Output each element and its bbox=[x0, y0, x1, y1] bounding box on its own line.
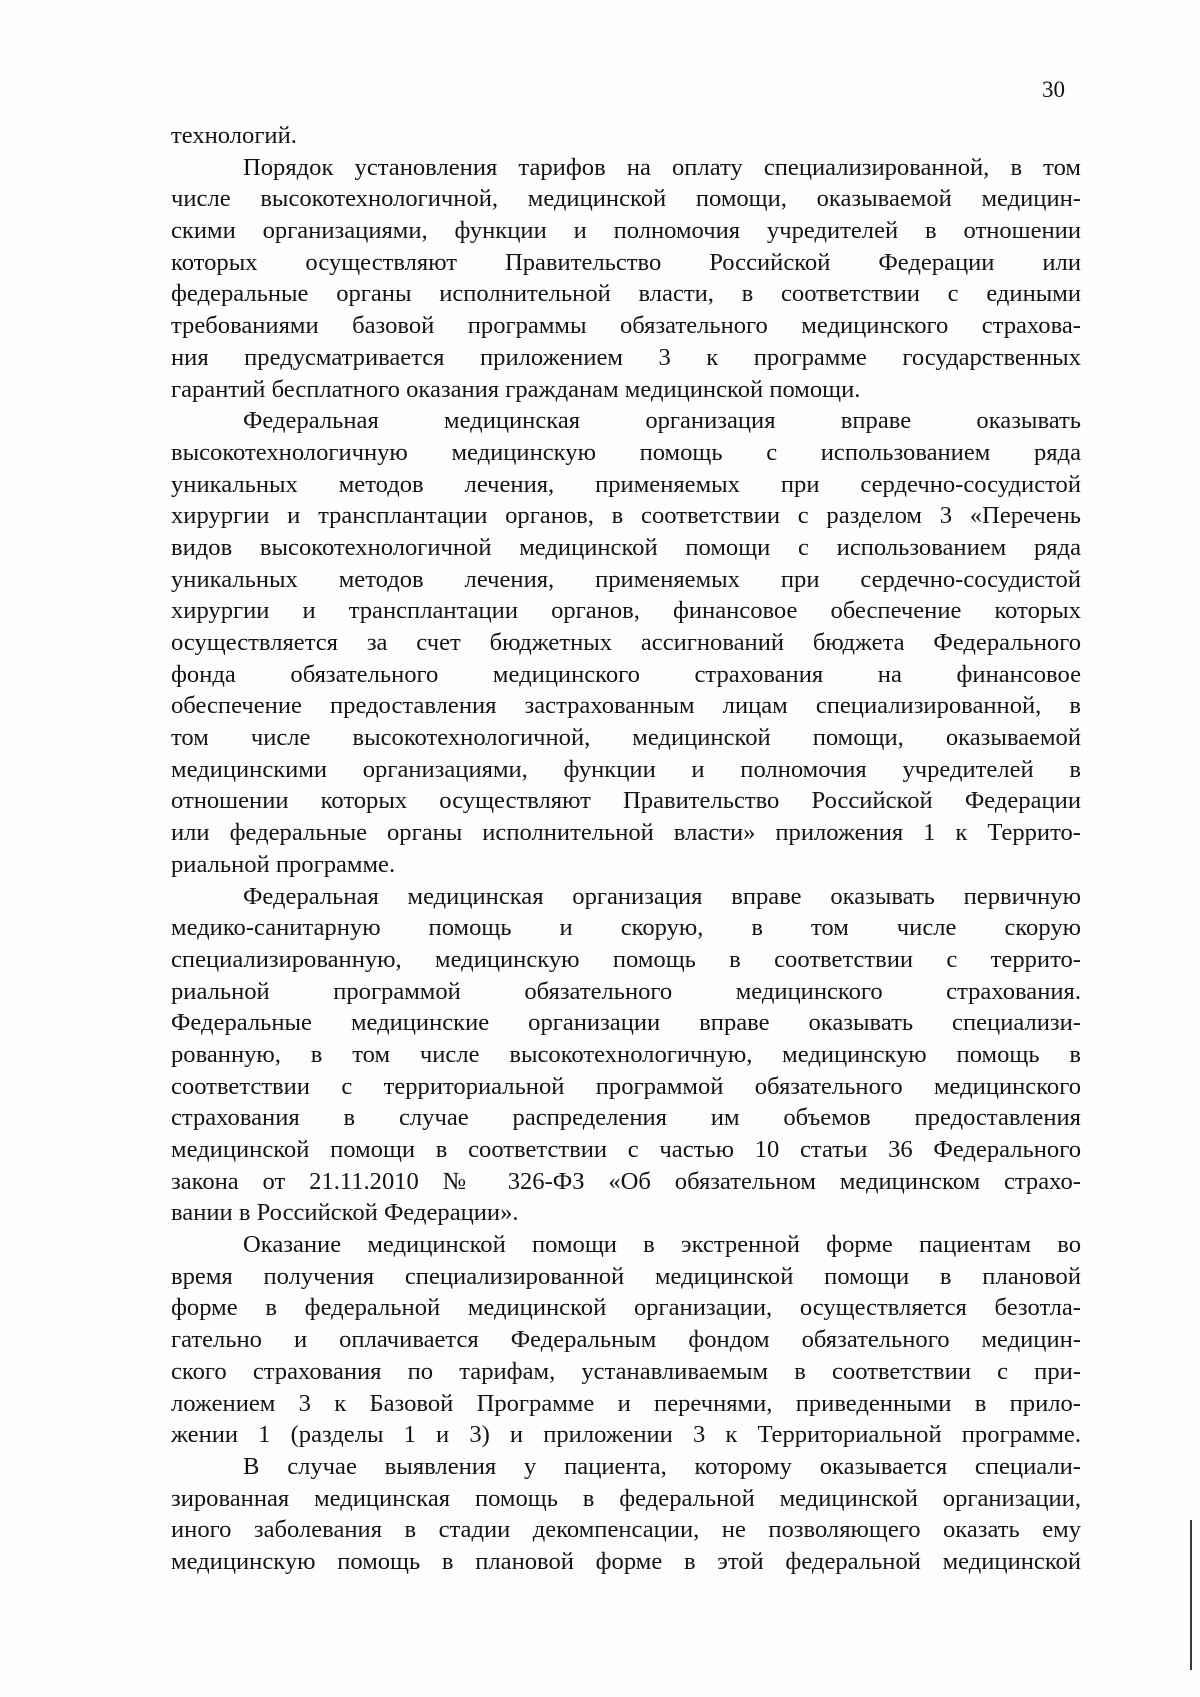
text-line: гарантий бесплатного оказания гражданам медицинской помощи. bbox=[171, 375, 861, 403]
text-line: хирургии и трансплантации органов, в соответствии с разделом 3 «Перечень bbox=[171, 502, 1081, 530]
text-line: осуществляется за счет бюджетных ассигнований бюджета Федерального bbox=[171, 629, 1081, 656]
document-body bbox=[171, 120, 1081, 1578]
text-line: ния предусматривается приложением 3 к программе государственных bbox=[171, 343, 1081, 371]
text-line: форме в федеральной медицинской организации, осуществляется безотла- bbox=[171, 1294, 1081, 1322]
text-line: федеральные органы исполнительной власти, в соответствии с едиными bbox=[171, 280, 1081, 308]
text-line: Оказание медицинской помощи в экстренной форме пациентам во bbox=[243, 1231, 1081, 1259]
text-line: которых осуществляют Правительство Российской Федерации или bbox=[171, 248, 1081, 276]
text-line: соответствии с территориальной программой обязательного медицинского bbox=[171, 1072, 1081, 1100]
text-line: В случае выявления у пациента, которому оказывается специали- bbox=[243, 1452, 1081, 1480]
scan-edge-mark bbox=[1190, 1520, 1192, 1670]
text-line: ского страхования по тарифам, устанавливаемым в соответствии с при- bbox=[171, 1357, 1081, 1385]
text-line: хирургии и трансплантации органов, финансовое обеспечение которых bbox=[171, 597, 1081, 625]
text-line: отношении которых осуществляют Правительство Российской Федерации bbox=[171, 787, 1081, 815]
text-line: специализированную, медицинскую помощь в соответствии с террито- bbox=[171, 945, 1081, 973]
text-line: Федеральная медицинская организация вправе оказывать первичную bbox=[243, 882, 1081, 910]
text-line: время получения специализированной медицинской помощи в плановой bbox=[171, 1262, 1081, 1290]
text-line: жении 1 (разделы 1 и 3) и приложении 3 к Территориальной программе. bbox=[171, 1421, 1081, 1449]
text-line: медицинскими организациями, функции и полномочия учредителей в bbox=[171, 755, 1081, 783]
page-number: 30 bbox=[1042, 77, 1065, 102]
text-line: рованную, в том числе высокотехнологичную, медицинскую помощь в bbox=[171, 1040, 1081, 1068]
text-line: видов высокотехнологичной медицинской помощи с использованием ряда bbox=[171, 533, 1081, 561]
text-line: высокотехнологичную медицинскую помощь с использованием ряда bbox=[171, 438, 1081, 466]
text-line: уникальных методов лечения, применяемых при сердечно-сосудистой bbox=[171, 470, 1081, 498]
text-line: Федеральная медицинская организация вправе оказывать bbox=[243, 407, 1081, 435]
text-line: зированная медицинская помощь в федеральной медицинской организации, bbox=[171, 1484, 1081, 1512]
text-line: иного заболевания в стадии декомпенсации, не позволяющего оказать ему bbox=[171, 1516, 1081, 1544]
text-line: или федеральные органы исполнительной власти» приложения 1 к Террито- bbox=[171, 819, 1081, 847]
text-line: скими организациями, функции и полномочия учредителей в отношении bbox=[171, 217, 1081, 245]
text-line: закона от 21.11.2010 № 326-ФЗ «Об обязательном медицинском страхо- bbox=[171, 1167, 1081, 1195]
text-line: вании в Российской Федерации». bbox=[171, 1199, 519, 1227]
text-line: уникальных методов лечения, применяемых при сердечно-сосудистой bbox=[171, 565, 1081, 593]
text-line: ложением 3 к Базовой Программе и перечнями, приведенными в прило- bbox=[171, 1389, 1081, 1417]
text-line: требованиями базовой программы обязательного медицинского страхова- bbox=[171, 312, 1081, 340]
text-line: страхования в случае распределения им объемов предоставления bbox=[171, 1104, 1081, 1132]
text-line: Порядок установления тарифов на оплату специализированной, в том bbox=[243, 153, 1081, 181]
text-line: гательно и оплачивается Федеральным фондом обязательного медицин- bbox=[171, 1326, 1081, 1354]
text-line: медицинской помощи в соответствии с частью 10 статьи 36 Федерального bbox=[171, 1136, 1081, 1163]
text-line: Федеральные медицинские организации вправе оказывать специализи- bbox=[171, 1009, 1081, 1037]
text-line: обеспечение предоставления застрахованным лицам специализированной, в bbox=[171, 692, 1081, 720]
text-line: риальной программой обязательного медицинского страхования. bbox=[171, 977, 1081, 1005]
text-line: числе высокотехнологичной, медицинской помощи, оказываемой медицин- bbox=[171, 185, 1081, 213]
text-line: технологий. bbox=[171, 122, 297, 149]
text-line: медицинскую помощь в плановой форме в этой федеральной медицинской bbox=[171, 1547, 1081, 1575]
text-line: том числе высокотехнологичной, медицинской помощи, оказываемой bbox=[171, 724, 1081, 752]
text-line: риальной программе. bbox=[171, 850, 396, 878]
text-line: медико-санитарную помощь и скорую, в том числе скорую bbox=[171, 914, 1081, 942]
text-line: фонда обязательного медицинского страхования на финансовое bbox=[171, 660, 1081, 688]
